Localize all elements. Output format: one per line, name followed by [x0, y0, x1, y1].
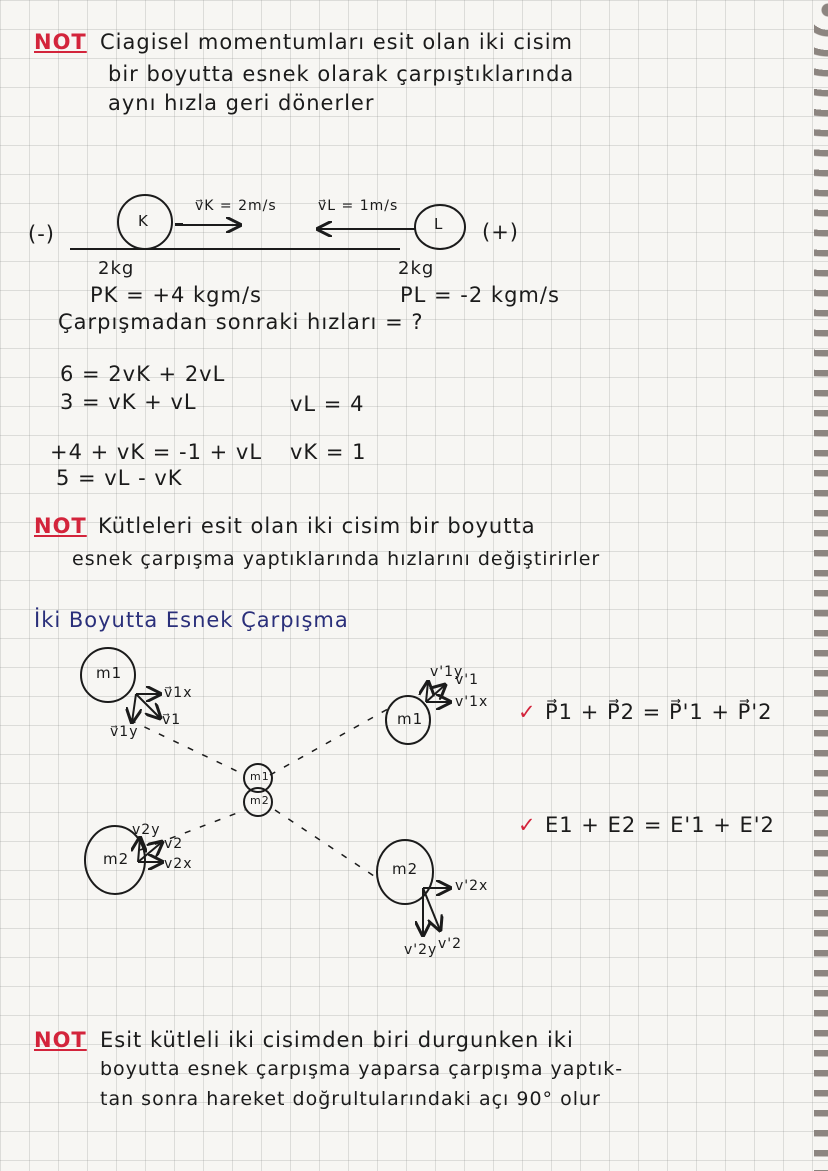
v1y-prime-label: v'1y [430, 664, 464, 680]
work-line: 5 = vL - vK [56, 466, 183, 490]
v1x-prime-label: v'1x [455, 694, 489, 710]
momentum-k: PK = +4 kgm/s [90, 283, 262, 307]
mass-l: 2kg [398, 258, 435, 279]
work-line: +4 + vK = -1 + vL [50, 440, 263, 464]
answer-vk: vK = 1 [290, 440, 367, 464]
v1y-label: v⃗1y [110, 724, 139, 740]
check-icon: ✓ [518, 813, 537, 837]
note1-line2: bir boyutta esnek olarak çarpıştıklarında [108, 62, 575, 86]
v2y-label: v2y [132, 822, 161, 838]
v-l-label: v⃗L = 1m/s [318, 198, 399, 214]
m1-final-label: m1 [397, 710, 424, 728]
v-k-label: v⃗K = 2m/s [195, 198, 277, 214]
note1-line3: aynı hızla geri dönerler [108, 91, 375, 115]
note2-line1: Kütleleri esit olan iki cisim bir boyutta [98, 514, 536, 538]
note-label: NOT [34, 1028, 87, 1052]
answer-vl: vL = 4 [290, 392, 365, 416]
energy-conservation: E1 + E2 = E'1 + E'2 [545, 813, 775, 837]
v2-label: v2 [164, 836, 184, 852]
work-line: 3 = vK + vL [60, 390, 197, 414]
body-l-label: L [434, 215, 444, 233]
note3-line2: boyutta esnek çarpışma yaparsa çarpışma yaptık- [100, 1058, 624, 1080]
note2-line2: esnek çarpışma yaptıklarında hızlarını değiştirirler [72, 548, 601, 570]
v2y-prime-label: v'2y [404, 942, 438, 958]
question: Çarpışmadan sonraki hızları = ? [58, 310, 424, 334]
v1x-label: v⃗1x [164, 685, 193, 701]
v1-label: v⃗1 [162, 712, 182, 728]
note3-line3: tan sonra hareket doğrultularındaki açı 90° olur [100, 1088, 601, 1110]
note-label: NOT [34, 30, 87, 54]
m2-final-label: m2 [392, 860, 419, 878]
plus-sign: (+) [482, 220, 519, 244]
note1-line1: Ciagisel momentumları esit olan iki cisim [100, 30, 573, 54]
check-icon: ✓ [518, 700, 537, 724]
m1-collision-label: m1 [250, 770, 270, 783]
note-label: NOT [34, 514, 87, 538]
m2-initial-label: m2 [103, 850, 130, 868]
momentum-l: PL = -2 kgm/s [400, 283, 560, 307]
mass-k: 2kg [98, 258, 135, 279]
v2x-prime-label: v'2x [455, 878, 489, 894]
body-k-label: K [138, 212, 149, 230]
work-line: 6 = 2vK + 2vL [60, 362, 226, 386]
v2-prime-label: v'2 [438, 936, 463, 952]
momentum-conservation: P⃗1 + P⃗2 = P⃗'1 + P⃗'2 [545, 700, 773, 724]
v2x-label: v2x [164, 856, 193, 872]
section-title: İki Boyutta Esnek Çarpışma [34, 608, 349, 632]
note3-line1: Esit kütleli iki cisimden biri durgunken iki [100, 1028, 574, 1052]
minus-sign: (-) [28, 222, 55, 246]
m1-initial-label: m1 [96, 664, 123, 682]
m2-collision-label: m2 [250, 794, 270, 807]
v1-prime-label: v'1 [455, 672, 480, 688]
